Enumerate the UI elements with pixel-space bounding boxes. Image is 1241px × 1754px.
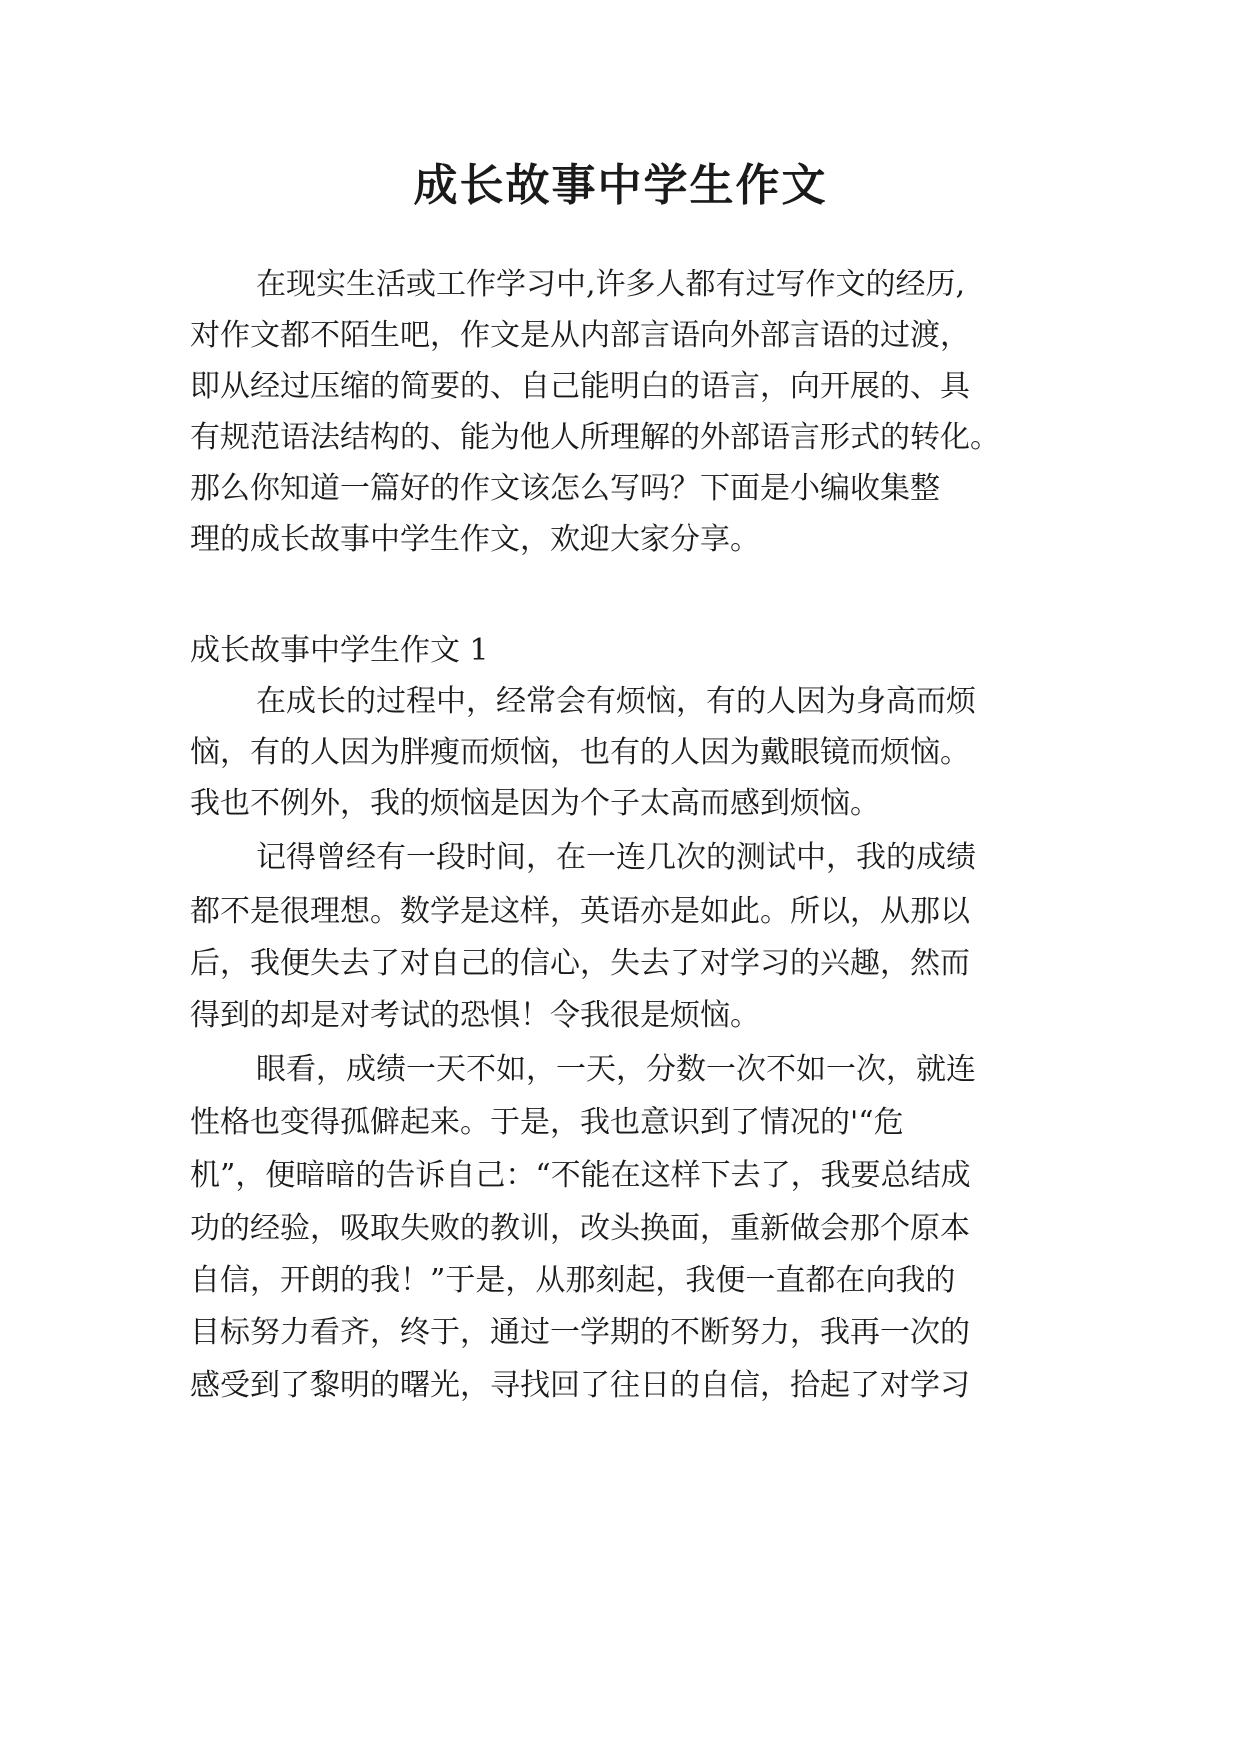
body-line: 在成长的过程中，经常会有烦恼，有的人因为身高而烦 bbox=[256, 684, 976, 719]
body-line: 记得曾经有一段时间，在一连几次的测试中，我的成绩 bbox=[256, 840, 976, 875]
body-line: 感受到了黎明的曙光，寻找回了往日的自信，拾起了对学习 bbox=[190, 1368, 970, 1403]
body-line: 性格也变得孤僻起来。于是，我也意识到了情况的'“危 bbox=[190, 1105, 904, 1140]
body-line: 得到的却是对考试的恐惧！令我很是烦恼。 bbox=[190, 998, 760, 1033]
body-line: 后，我便失去了对自己的信心，失去了对学习的兴趣，然而 bbox=[190, 946, 970, 981]
body-line: 目标努力看齐，终于，通过一学期的不断努力，我再一次的 bbox=[190, 1315, 970, 1350]
body-line: 眼看，成绩一天不如，一天，分数一次不如一次，就连 bbox=[256, 1052, 976, 1087]
body-line: 自信，开朗的我！”于是，从那刻起，我便一直都在向我的 bbox=[190, 1263, 956, 1298]
section-heading: 成长故事中学生作文 1 bbox=[190, 633, 489, 668]
body-line: 机”，便暗暗的告诉自己：“不能在这样下去了，我要总结成 bbox=[190, 1158, 971, 1193]
body-line: 恼，有的人因为胖瘦而烦恼，也有的人因为戴眼镜而烦恼。 bbox=[190, 735, 970, 770]
intro-line: 有规范语法结构的、能为他人所理解的外部语言形式的转化。 bbox=[190, 420, 1000, 455]
intro-line: 对作文都不陌生吧，作文是从内部言语向外部言语的过渡， bbox=[190, 318, 970, 353]
intro-line: 那么你知道一篇好的作文该怎么写吗？下面是小编收集整 bbox=[190, 471, 940, 506]
intro-line: 即从经过压缩的简要的、自己能明白的语言，向开展的、具 bbox=[190, 369, 970, 404]
body-line: 功的经验，吸取失败的教训，改头换面，重新做会那个原本 bbox=[190, 1211, 970, 1246]
intro-line: 理的成长故事中学生作文，欢迎大家分享。 bbox=[190, 522, 760, 557]
body-line: 都不是很理想。数学是这样，英语亦是如此。所以，从那以 bbox=[190, 894, 970, 929]
document-title: 成长故事中学生作文 bbox=[413, 160, 828, 211]
body-line: 我也不例外，我的烦恼是因为个子太高而感到烦恼。 bbox=[190, 786, 880, 821]
intro-line: 在现实生活或工作学习中,许多人都有过写作文的经历, bbox=[256, 267, 966, 302]
